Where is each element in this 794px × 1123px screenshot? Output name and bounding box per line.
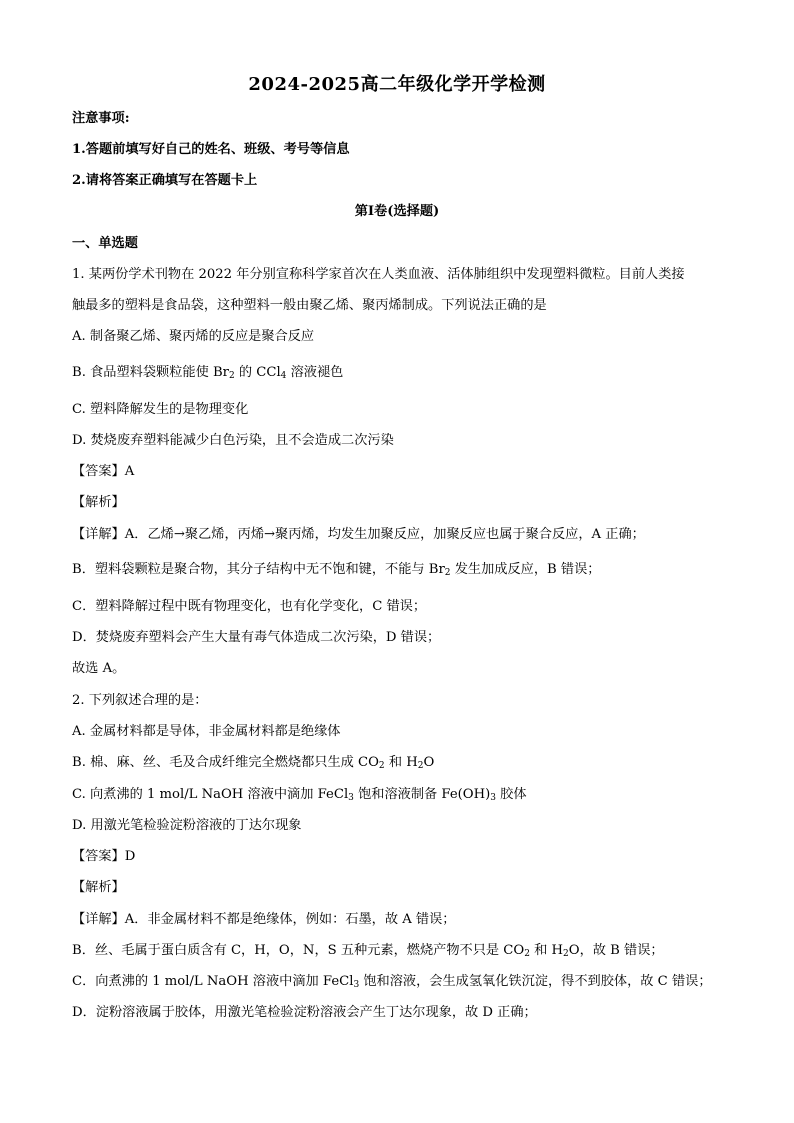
q1-answer: 【答案】A [72,464,135,479]
q2-detail-c: C．向煮沸的 1 mol/L NaOH 溶液中滴加 FeCl$_3$ 饱和溶液，会生成氢氧化铁沉淀，得不到胶体，故 C 错误； [72,974,712,990]
section-title: 第Ⅰ卷(选择题) [354,204,440,219]
q1-detail-b: B．塑料袋颗粒是聚合物，其分子结构中无不饱和键，不能与 $Br_2$ 发生加成反应，B 错误； [72,562,601,578]
q2-detail-b: B．丝、毛属于蛋白质含有 C，H，O，N，S 五种元素，燃烧产物不只是 $CO_2$ 和 $H_2O$，故 B 错误； [72,943,664,959]
q1-stem-line-2: 触最多的塑料是食品袋，这种塑料一般由聚乙烯、聚丙烯制成。下列说法正确的是 [72,298,547,313]
q1-conclusion: 故选 A。 [72,661,126,676]
q1-detail-a: 【详解】A．乙烯→聚乙烯，丙烯→聚丙烯，均发生加聚反应，加聚反应也属于聚合反应，A 正确； [72,527,645,542]
q2-detail-d: D．淀粉溶液属于胶体，用激光笔检验淀粉溶液会产生丁达尔现象，故 D 正确； [72,1005,537,1020]
q1-detail-c: C．塑料降解过程中既有物理变化，也有化学变化，C 错误； [72,599,427,614]
q2-option-d: D. 用激光笔检验淀粉溶液的丁达尔现象 [72,818,302,833]
q1-detail-d: D．焚烧废弃塑料会产生大量有毒气体造成二次污染，D 错误； [72,630,441,645]
q2-option-b: B. 棉、麻、丝、毛及合成纤维完全燃烧都只生成 $CO_2$ 和 $H_2O$ [72,755,435,771]
q1-option-a: A. 制备聚乙烯、聚丙烯的反应是聚合反应 [72,329,315,344]
q1-analysis-label: 【解析】 [72,495,125,510]
part-heading: 一、单选题 [72,236,138,251]
notice-item-1: 1.答题前填写好自己的姓名、班级、考号等信息 [72,142,350,157]
page-title: 2024-2025高二年级化学开学检测 [248,74,546,95]
q1-option-c: C. 塑料降解发生的是物理变化 [72,402,249,417]
q2-option-c: C. 向煮沸的 1 mol/L NaOH 溶液中滴加 FeCl$_3$ 饱和溶液制备 $Fe(OH)_3$ 胶体 [72,787,527,803]
q2-stem: 2. 下列叙述合理的是： [72,693,208,708]
q2-analysis-label: 【解析】 [72,880,125,895]
q1-option-b: B. 食品塑料袋颗粒能使 $Br_2$ 的 CCl$_4$ 溶液褪色 [72,365,344,381]
notice-item-2: 2.请将答案正确填写在答题卡上 [72,173,258,188]
q2-answer: 【答案】D [72,849,136,864]
q1-stem-line-1: 1. 某两份学术刊物在 2022 年分别宣称科学家首次在人类血液、活体肺组织中发现塑料微粒。目前人类接 [72,267,685,282]
q2-option-a: A. 金属材料都是导体，非金属材料都是绝缘体 [72,724,341,739]
q2-detail-a: 【详解】A．非金属材料不都是绝缘体，例如：石墨，故 A 错误； [72,912,456,927]
notice-heading: 注意事项: [72,111,130,126]
q1-option-d: D. 焚烧废弃塑料能减少白色污染，且不会造成二次污染 [72,433,394,448]
